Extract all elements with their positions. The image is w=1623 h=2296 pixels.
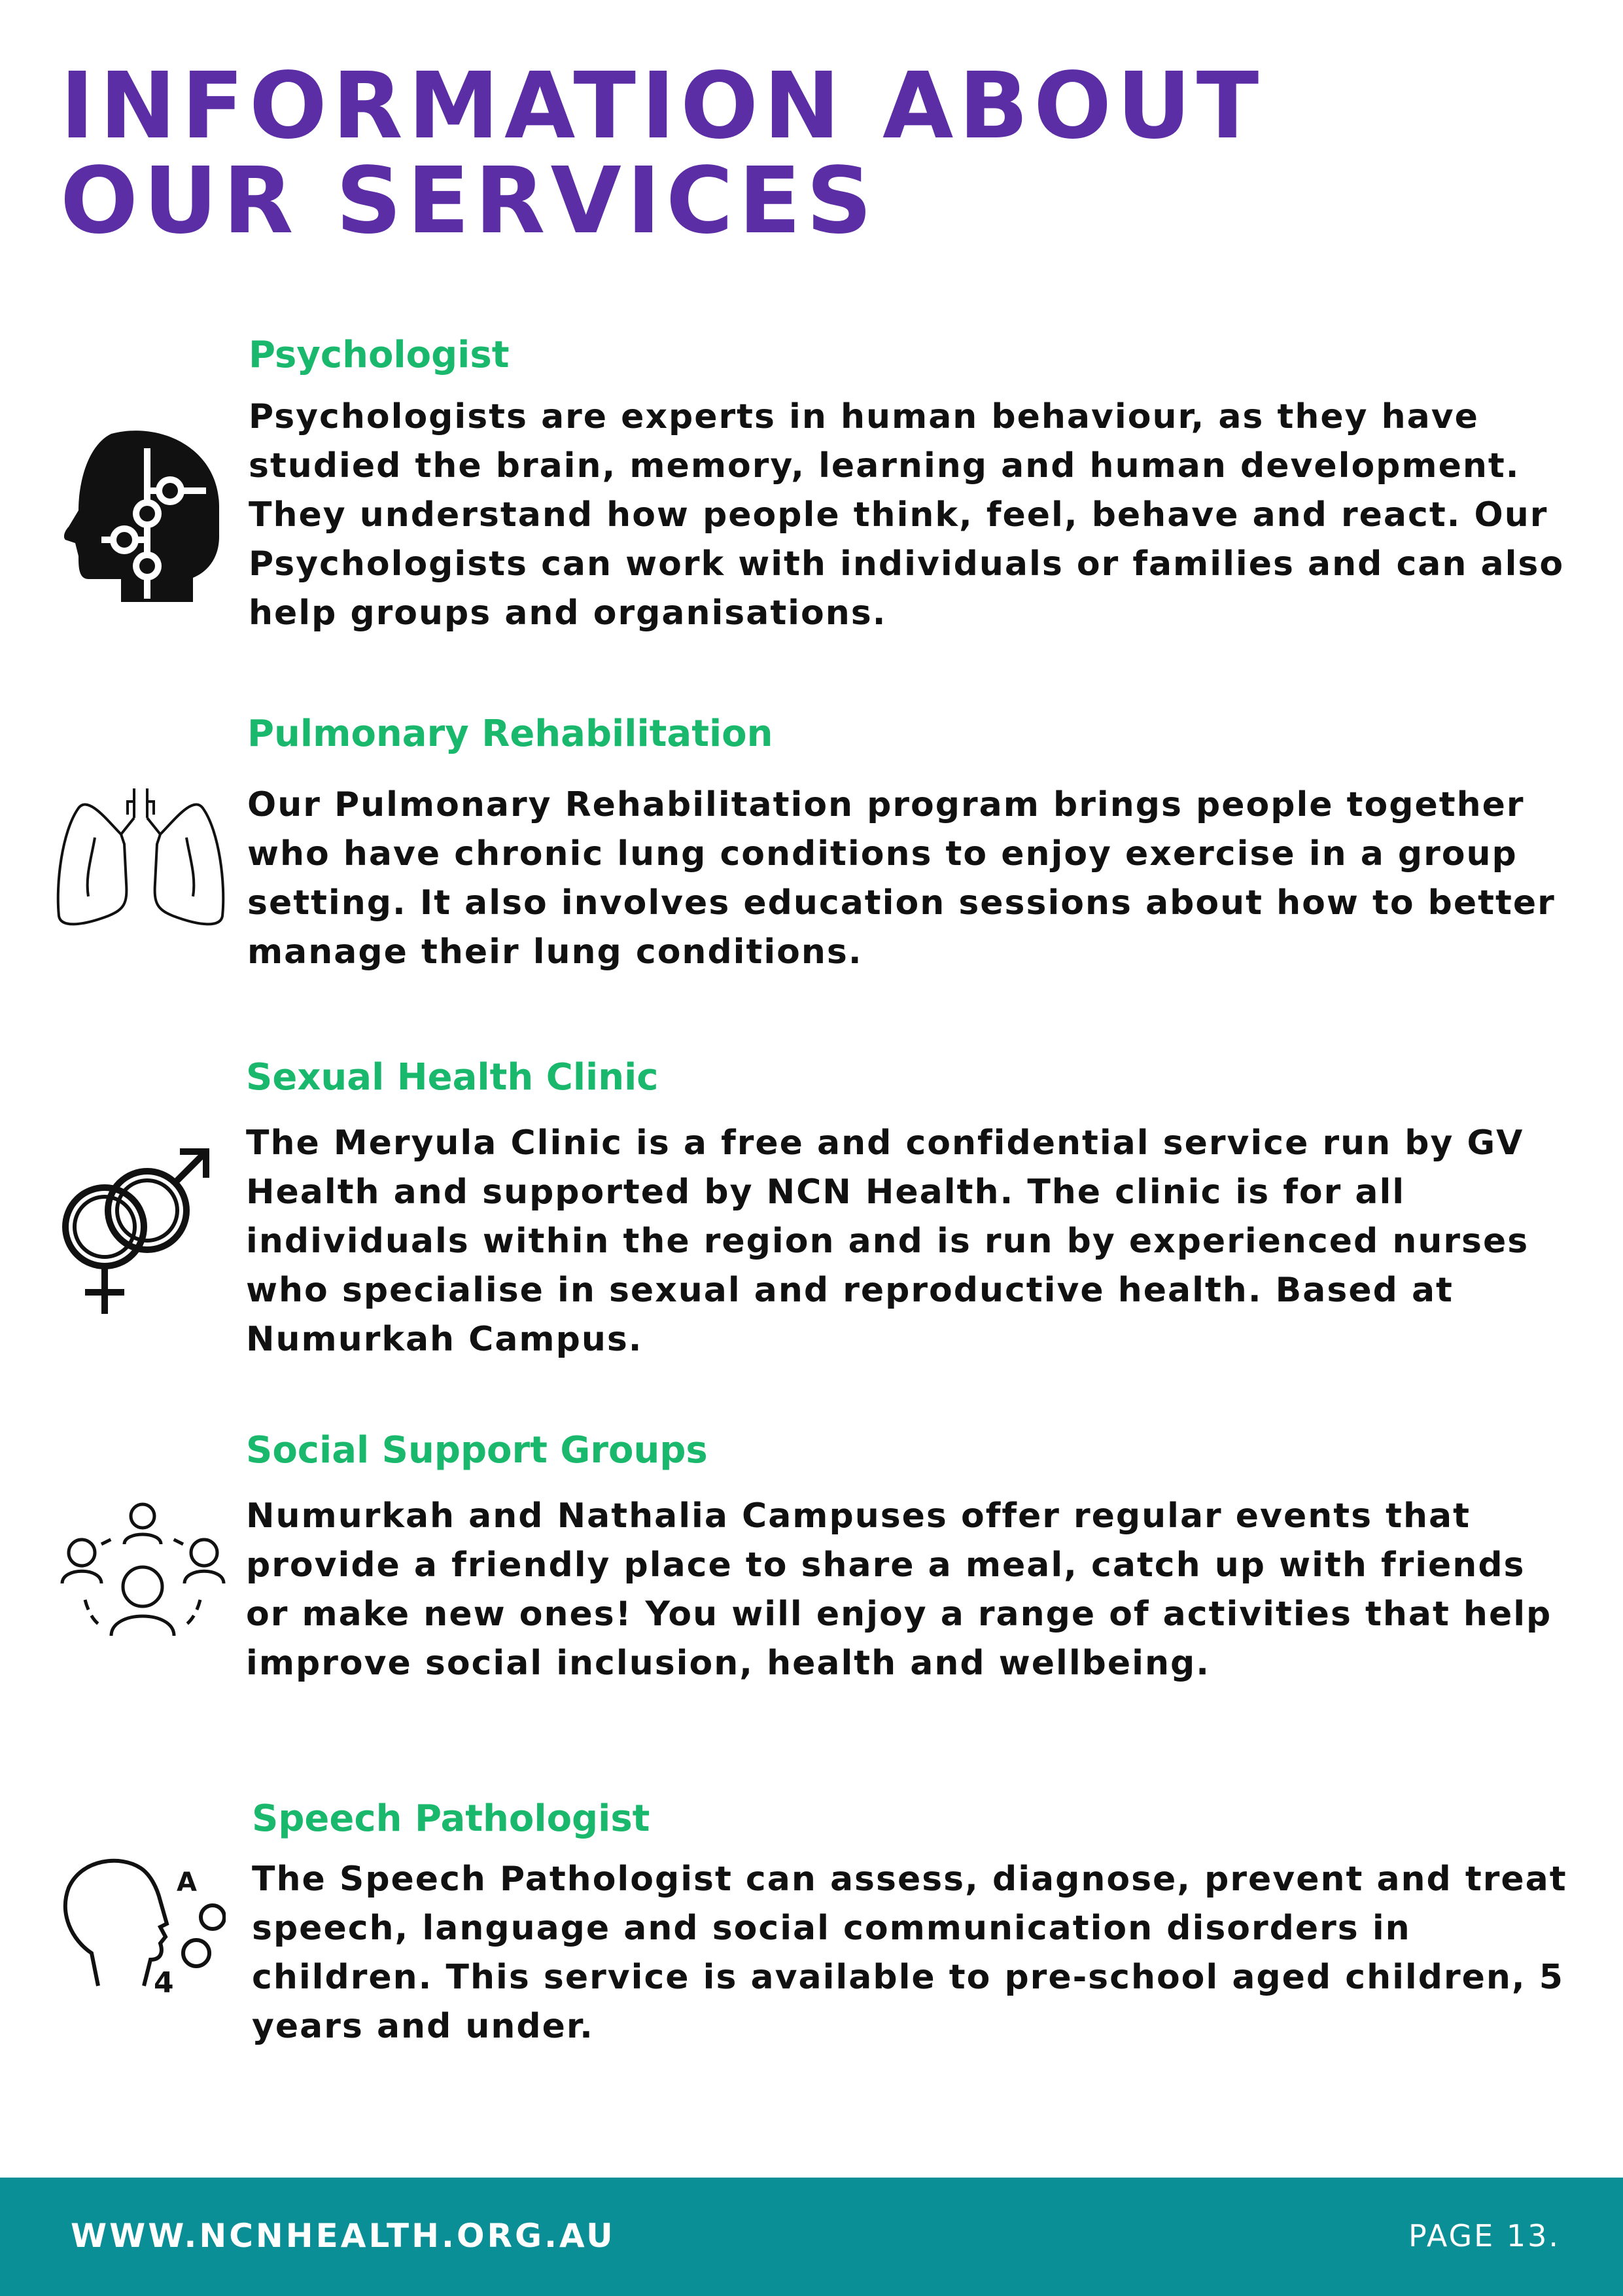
people-group-icon <box>59 1502 229 1645</box>
lungs-icon <box>56 785 226 932</box>
page-number: PAGE 13. <box>1408 2218 1560 2253</box>
page-title <box>60 53 1499 255</box>
service-heading: Social Support Groups <box>246 1429 708 1472</box>
gender-symbols-icon <box>59 1145 213 1321</box>
service-heading: Sexual Health Clinic <box>246 1056 659 1099</box>
service-description: The Speech Pathologist can assess, diagnose, prevent and treat speech, language and social communication disorders in children. This service is available to pre-school aged children, 5 years and under. <box>252 1860 1567 2046</box>
speaking-head-icon <box>62 1855 226 1998</box>
service-heading: Psychologist <box>249 334 510 376</box>
service-description: Psychologists are experts in human behaviour, as they have studied the brain, memory, learning and human development. They understand how people think, feel, behave and react. Our Psychologists can work with individuals or families and can also help groups and organisations. <box>249 397 1565 633</box>
head-puzzle-icon <box>62 429 222 608</box>
service-heading: Speech Pathologist <box>252 1797 650 1840</box>
service-description: The Meryula Clinic is a free and confidential service run by GV Health and supported by NCN Health. The clinic is for all individuals within the region and is run by experienced nurses who specialise in sexual and reproductive health. Based at Numurkah Campus. <box>246 1123 1529 1359</box>
service-description: Numurkah and Nathalia Campuses offer regular events that provide a friendly place to share a meal, catch up with friends or make new ones! You will enjoy a range of activities that help improve social inclusion, health and wellbeing. <box>246 1496 1552 1683</box>
page-title-line-2: OUR SERVICES <box>60 148 878 255</box>
svg-text:A: A <box>177 1867 197 1898</box>
footer <box>0 2178 1623 2296</box>
svg-text:4: 4 <box>154 1966 174 1996</box>
service-description: Our Pulmonary Rehabilitation program brings people together who have chronic lung conditions to enjoy exercise in a group setting. It also involves education sessions about how to better manage their lung conditions. <box>247 785 1556 972</box>
service-heading: Pulmonary Rehabilitation <box>247 713 773 755</box>
website-link[interactable]: WWW.NCNHEALTH.ORG.AU <box>71 2217 616 2255</box>
page-title-line-1: INFORMATION ABOUT <box>60 53 1265 160</box>
